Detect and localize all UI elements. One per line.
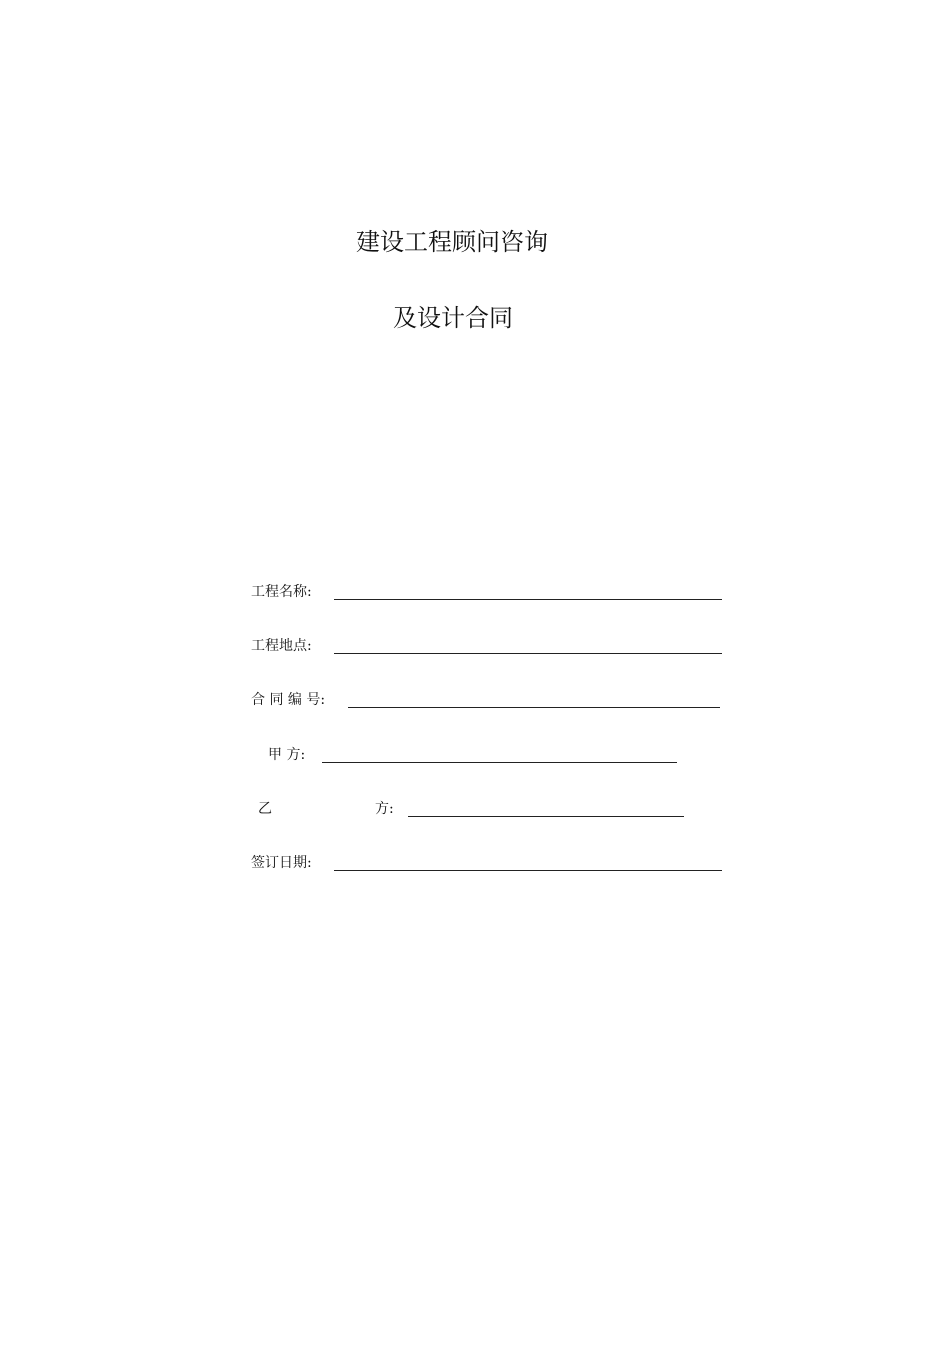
sign-date-field[interactable] [334,870,722,871]
document-title-line2: 及设计合同 [393,304,513,332]
party-b-field[interactable] [408,816,684,817]
party-a-label: 甲 方: [268,747,306,763]
party-b-label-char2: 方: [375,801,394,817]
project-location-field[interactable] [334,653,722,654]
project-name-label: 工程名称: [251,584,312,600]
contract-number-field[interactable] [348,707,720,708]
project-location-label: 工程地点: [251,638,312,654]
contract-number-label: 合 同 编 号: [251,692,326,708]
party-a-field[interactable] [322,762,677,763]
document-title-line1: 建设工程顾问咨询 [356,228,548,256]
project-name-field[interactable] [334,599,722,600]
party-b-label-char1: 乙 [258,801,272,817]
sign-date-label: 签订日期: [251,855,312,871]
